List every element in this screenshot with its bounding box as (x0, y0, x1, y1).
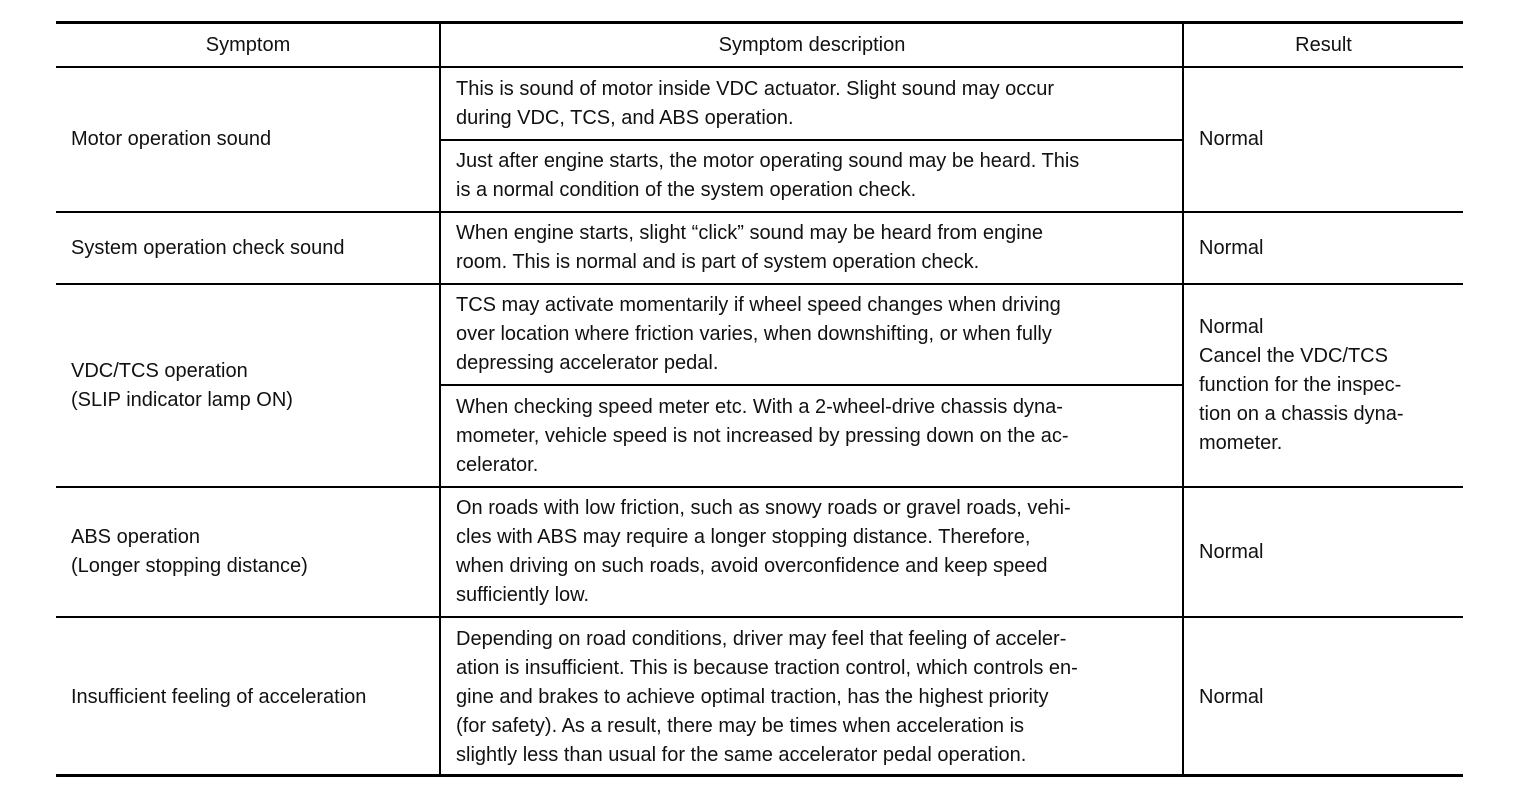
description-line: (for safety). As a result, there may be times when acceleration is (456, 715, 1025, 737)
description-line: On roads with low friction, such as snowy roads or gravel roads, vehi- (456, 497, 1071, 519)
description-cell (441, 213, 1183, 283)
symptom-text: VDC/TCS operation (71, 359, 248, 382)
description-line: mometer, vehicle speed is not increased by pressing down on the ac- (456, 424, 1069, 447)
description-line: Just after engine starts, the motor operating sound may be heard. This (456, 150, 1080, 172)
description-cell (441, 141, 1183, 211)
result-text: function for the inspec- (1199, 374, 1402, 396)
header-symptom (56, 24, 440, 67)
description-cell (441, 68, 1183, 139)
symptom-text: System operation check sound (71, 236, 345, 259)
result-text: Normal (1199, 686, 1264, 708)
result-text: Normal (1199, 316, 1264, 338)
header-description (441, 24, 1183, 67)
description-cell (441, 285, 1183, 384)
symptom-text: Motor operation sound (71, 128, 272, 150)
description-line: room. This is normal and is part of system operation check. (456, 251, 980, 273)
header-description-label: Symptom description (718, 34, 906, 56)
description-line: when driving on such roads, avoid overconfidence and keep speed (456, 555, 1048, 577)
description-line: is a normal condition of the system operation check. (456, 179, 917, 201)
description-cell (441, 488, 1183, 616)
result-text: Normal (1199, 236, 1264, 259)
description-line: This is sound of motor inside VDC actuator. Slight sound may occur (456, 77, 1055, 100)
description-cell (441, 386, 1183, 486)
symptom-cell (56, 488, 439, 616)
header-result (1184, 24, 1463, 67)
description-line: cles with ABS may require a longer stopping distance. Therefore, (456, 526, 1031, 548)
result-cell (1184, 68, 1463, 211)
symptom-text: Insufficient feeling of acceleration (71, 686, 367, 708)
symptom-cell (56, 68, 439, 211)
result-text: Cancel the VDC/TCS (1199, 345, 1388, 367)
description-line: Depending on road conditions, driver may feel that feeling of acceler- (456, 628, 1067, 650)
result-cell (1184, 488, 1463, 616)
result-text: tion on a chassis dyna- (1199, 403, 1404, 425)
description-line: TCS may activate momentarily if wheel speed changes when driving (456, 294, 1061, 316)
description-line: slightly less than usual for the same accelerator pedal operation. (456, 744, 1027, 766)
symptom-cell (56, 213, 439, 283)
description-line: ation is insufficient. This is because traction control, which controls en- (456, 657, 1078, 679)
description-line: When engine starts, slight “click” sound may be heard from engine (456, 222, 1043, 244)
result-cell (1184, 618, 1463, 777)
description-line: When checking speed meter etc. With a 2-wheel-drive chassis dyna- (456, 395, 1063, 418)
symptom-text: ABS operation (71, 526, 200, 548)
result-text: Normal (1199, 128, 1264, 150)
description-line: gine and brakes to achieve optimal traction, has the highest priority (456, 686, 1049, 708)
symptom-cell (56, 285, 439, 486)
symptom-cell (56, 618, 439, 777)
result-text: Normal (1199, 540, 1264, 563)
description-cell (441, 618, 1183, 777)
symptom-table (56, 21, 1463, 777)
description-line: depressing accelerator pedal. (456, 352, 719, 374)
symptom-text: (Longer stopping distance) (71, 555, 308, 577)
result-text: mometer. (1199, 432, 1283, 454)
description-line: over location where friction varies, when downshifting, or when fully (456, 323, 1052, 345)
result-cell (1184, 213, 1463, 283)
description-line: celerator. (456, 453, 539, 476)
description-line: sufficiently low. (456, 584, 590, 606)
description-line: during VDC, TCS, and ABS operation. (456, 106, 794, 129)
header-result-label: Result (1295, 34, 1352, 56)
symptom-text: (SLIP indicator lamp ON) (71, 388, 293, 411)
header-symptom-label: Symptom (205, 34, 291, 56)
result-cell (1184, 285, 1463, 486)
